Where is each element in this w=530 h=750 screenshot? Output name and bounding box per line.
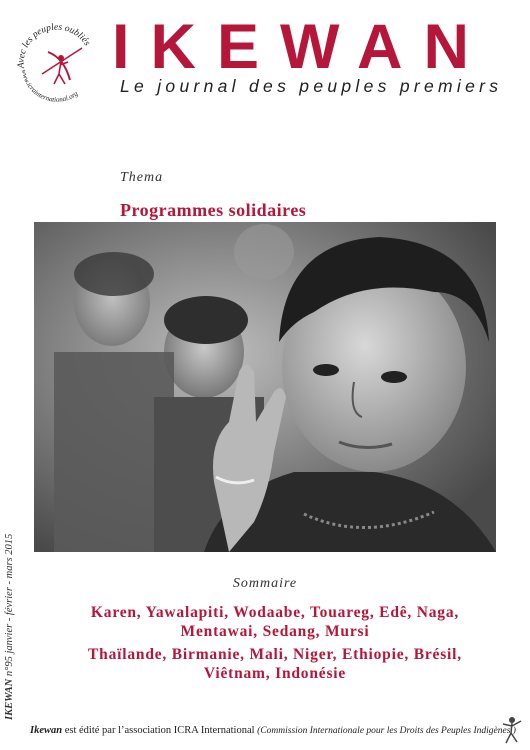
magazine-subtitle: Le journal des peuples premiers: [120, 76, 503, 96]
footer-text: est édité par l’association ICRA International: [62, 725, 258, 736]
countries-line-2: Viêtnam, Indonésie: [203, 665, 347, 682]
thema-label: Thema: [120, 170, 164, 185]
cover-photo-drawing: [34, 222, 496, 552]
issue-details: n°95 janvier - février - mars 2015: [4, 533, 15, 677]
issue-brand: IKEWAN: [4, 678, 15, 720]
peoples-list: [40, 603, 510, 641]
peoples-line-1: Karen, Yawalapiti, Wodaabe, Touareg, Edê, Naga,: [90, 604, 460, 621]
footer-brand: Ikewan: [30, 725, 63, 736]
thema-title: Programmes solidaires: [120, 200, 307, 220]
sommaire-label: Sommaire: [232, 576, 298, 591]
issue-info: [4, 534, 15, 720]
publisher-footer: [30, 725, 516, 736]
svg-text:Avec les peuples oubliés: [16, 23, 91, 70]
cover-photo: [34, 222, 496, 552]
svg-text:www.icrainternational.org: [20, 69, 80, 104]
dancing-figure-icon: [500, 715, 524, 745]
countries-line-1: Thaïlande, Birmanie, Mali, Niger, Ethiopie, Brésil,: [88, 646, 462, 663]
peoples-line-2: Mentawai, Sedang, Mursi: [180, 623, 370, 640]
icra-logo: [12, 18, 102, 108]
footer-note: (Commission Internationale pour les Droits des Peuples Indigènes ): [257, 726, 516, 736]
logo-bottom-text: www.icrainternational.org: [19, 68, 80, 104]
logo-top-text: Avec les peuples oubliés: [16, 22, 92, 69]
archer-icon: [12, 18, 102, 108]
countries-list: [40, 645, 510, 683]
magazine-title: IKEWAN: [112, 12, 490, 82]
